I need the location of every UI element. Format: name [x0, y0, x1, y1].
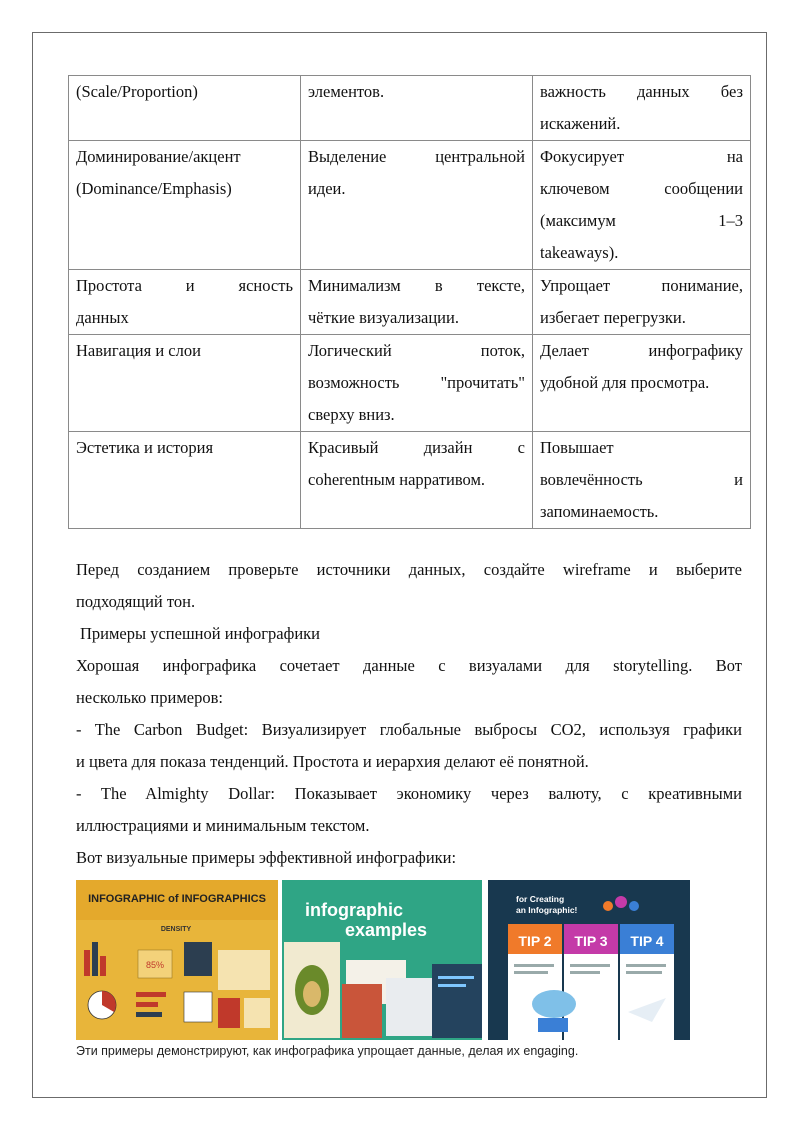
- table-cell-col2: [301, 141, 533, 270]
- table-cell-line: важность данных без: [540, 82, 743, 101]
- table-cell-col3: [533, 76, 751, 141]
- table-cell-col3: [533, 432, 751, 529]
- table-cell-col3: [533, 335, 751, 432]
- table-cell-col1: [69, 335, 301, 432]
- table-cell-line: искажений.: [540, 114, 621, 133]
- table-row: [69, 76, 751, 141]
- table-cell-line: Доминирование/акцент: [76, 147, 241, 166]
- example-dollar-line2: иллюстрациями и минимальным текстом.: [76, 816, 370, 835]
- infographic-collage-image: [76, 880, 690, 1040]
- table-cell-line: вовлечённость и: [540, 470, 743, 489]
- table-cell-col2: [301, 270, 533, 335]
- table-cell-line: Упрощает понимание,: [540, 276, 743, 295]
- paragraph-intro-line1: Хорошая инфографика сочетает данные с визуалами для storytelling. Вот: [76, 656, 742, 675]
- panel3-heading-line2: an Infographic!: [516, 905, 578, 915]
- table-cell-col1: [69, 270, 301, 335]
- paragraph-prep-line1: Перед созданием проверьте источники данных, создайте wireframe и выберите: [76, 560, 742, 579]
- table-cell-line: удобной для просмотра.: [540, 373, 710, 392]
- table-cell-line: Эстетика и история: [76, 438, 214, 457]
- table-cell-line: чёткие визуализации.: [308, 308, 459, 327]
- table-row: [69, 141, 751, 270]
- table-row: [69, 270, 751, 335]
- table-cell-line: сверху вниз.: [308, 405, 395, 424]
- table-cell-col2: [301, 335, 533, 432]
- examples-lead: Вот визуальные примеры эффективной инфографики:: [76, 848, 457, 867]
- table-cell-col2: [301, 76, 533, 141]
- table-cell-line: Делает инфографику: [540, 341, 743, 360]
- table-cell-line: идеи.: [308, 179, 346, 198]
- table-cell-line: избегает перегрузки.: [540, 308, 686, 327]
- table-row: [69, 432, 751, 529]
- table-cell-line: coherentным нарративом.: [308, 470, 486, 489]
- table-cell-line: запоминаемость.: [540, 502, 659, 521]
- table-cell-col1: [69, 432, 301, 529]
- collage-caption: Эти примеры демонстрируют, как инфографика упрощает данные, делая их engaging.: [76, 1044, 579, 1058]
- example-carbon-line2: и цвета для показа тенденций. Простота и иерархия делают её понятной.: [76, 752, 589, 771]
- panel3-tip4: TIP 4: [630, 933, 664, 949]
- panel2-title-line1: infographic: [305, 900, 403, 920]
- section-heading: Примеры успешной инфографики: [80, 624, 320, 643]
- panel1-graphic: [76, 880, 278, 1040]
- table-row: [69, 335, 751, 432]
- table-cell-line: Повышает: [540, 438, 614, 457]
- panel3-tip2: TIP 2: [518, 933, 552, 949]
- table-cell-line: (Scale/Proportion): [76, 82, 198, 101]
- table-cell-line: Красивый дизайн с: [308, 438, 525, 457]
- paragraph-intro-line2: несколько примеров:: [76, 688, 223, 707]
- example-dollar-line1: - The Almighty Dollar: Показывает экономику через валюту, с креативными: [76, 784, 742, 803]
- collage-panel-infographic-of-infographics: [76, 880, 278, 1040]
- panel2-graphic: [282, 880, 482, 1040]
- table-cell-line: Навигация и слои: [76, 341, 201, 360]
- table-cell-line: элементов.: [308, 82, 385, 101]
- body-text: [76, 554, 742, 874]
- table-cell-col2: [301, 432, 533, 529]
- panel3-graphic: [488, 880, 690, 1040]
- table-cell-line: возможность "прочитать": [308, 373, 525, 392]
- collage-panel-tips: [488, 880, 690, 1040]
- table-cell-line: takeaways).: [540, 243, 619, 262]
- table-cell-line: Логический поток,: [308, 341, 525, 360]
- paragraph-prep-line2: подходящий тон.: [76, 592, 196, 611]
- panel1-subtitle: DENSITY: [160, 926, 192, 933]
- table-cell-line: ключевом сообщении: [540, 179, 743, 198]
- panel3-tip3: TIP 3: [574, 933, 608, 949]
- table-cell-col1: [69, 141, 301, 270]
- table-cell-line: (Dominance/Emphasis): [76, 179, 232, 198]
- table-cell-line: (максимум 1–3: [540, 211, 743, 230]
- panel1-title: INFOGRAPHIC of INFOGRAPHICS: [88, 893, 266, 905]
- table-cell-line: Фокусирует на: [540, 147, 743, 166]
- example-carbon-line1: - The Carbon Budget: Визуализирует глобальные выбросы CO2, используя графики: [76, 720, 742, 739]
- panel2-title-line2: examples: [344, 920, 428, 940]
- table-cell-col3: [533, 270, 751, 335]
- table-cell-col3: [533, 141, 751, 270]
- table-cell-line: Выделение центральной: [308, 147, 525, 166]
- table-cell-line: Минимализм в тексте,: [308, 276, 525, 295]
- collage-panel-infographic-examples: [282, 880, 482, 1040]
- table-cell-line: данных: [76, 308, 129, 327]
- panel3-heading-line1: for Creating: [516, 894, 565, 904]
- table-cell-col1: [69, 76, 301, 141]
- principles-table-body: [69, 76, 751, 529]
- panel1-percent: 85%: [145, 960, 165, 970]
- principles-table: [68, 75, 751, 529]
- table-cell-line: Простота и ясность: [76, 276, 293, 295]
